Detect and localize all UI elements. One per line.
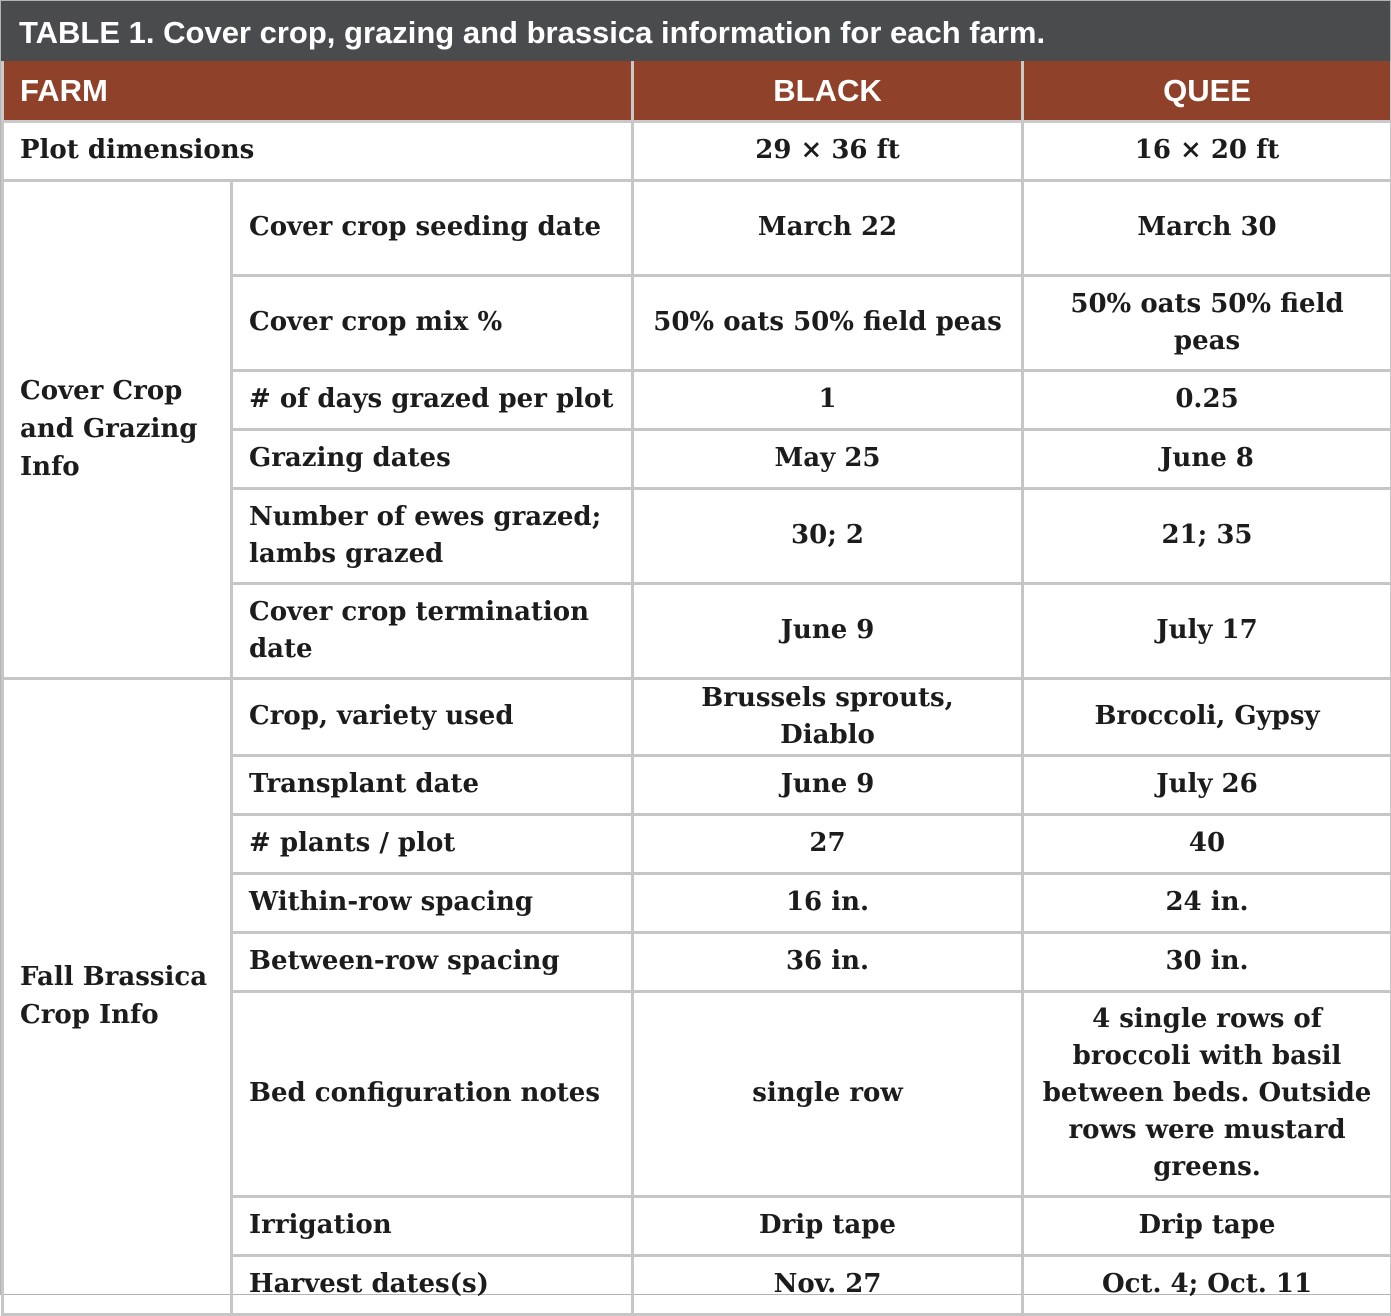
cell-quee: July 26 bbox=[1023, 755, 1391, 814]
cell-black: 50% oats 50% field peas bbox=[633, 275, 1023, 370]
cell-quee: June 8 bbox=[1023, 429, 1391, 488]
row-label: Between-row spacing bbox=[232, 932, 633, 991]
row-label: Crop, variety used bbox=[232, 678, 633, 755]
cell-quee: Broccoli, Gypsy bbox=[1023, 678, 1391, 755]
cell-quee: Oct. 4; Oct. 11 bbox=[1023, 1255, 1391, 1314]
caption-text: Cover crop, grazing and brassica information for each farm. bbox=[163, 15, 1045, 50]
cell-black: 27 bbox=[633, 814, 1023, 873]
cell-quee: 21; 35 bbox=[1023, 488, 1391, 583]
cell-black: 16 in. bbox=[633, 873, 1023, 932]
cell-quee: July 17 bbox=[1023, 583, 1391, 678]
cell-black: March 22 bbox=[633, 180, 1023, 275]
cell-black: 29 × 36 ft bbox=[633, 121, 1023, 180]
group-label-cover-crop: Cover Crop and Grazing Info bbox=[3, 180, 232, 678]
table-row bbox=[3, 678, 1391, 755]
cell-quee: 16 × 20 ft bbox=[1023, 121, 1391, 180]
cell-black: 36 in. bbox=[633, 932, 1023, 991]
row-label: # plants / plot bbox=[232, 814, 633, 873]
row-label: Transplant date bbox=[232, 755, 633, 814]
table-row bbox=[3, 121, 1391, 180]
cell-quee: March 30 bbox=[1023, 180, 1391, 275]
cell-black: 30; 2 bbox=[633, 488, 1023, 583]
cell-quee: 50% oats 50% field peas bbox=[1023, 275, 1391, 370]
header-quee: QUEE bbox=[1023, 61, 1391, 121]
row-label: Number of ewes grazed; lambs grazed bbox=[232, 488, 633, 583]
cell-quee: 24 in. bbox=[1023, 873, 1391, 932]
table-row bbox=[3, 180, 1391, 275]
row-label: Plot dimensions bbox=[3, 121, 633, 180]
cell-black: June 9 bbox=[633, 755, 1023, 814]
cell-black: Nov. 27 bbox=[633, 1255, 1023, 1314]
cell-quee: 4 single rows of broccoli with basil between beds. Outside rows were mustard greens. bbox=[1023, 991, 1391, 1196]
row-label: Cover crop seeding date bbox=[232, 180, 633, 275]
row-label: Grazing dates bbox=[232, 429, 633, 488]
row-label: Bed configuration notes bbox=[232, 991, 633, 1196]
header-black: BLACK bbox=[633, 61, 1023, 121]
cell-black: May 25 bbox=[633, 429, 1023, 488]
row-label: Harvest dates(s) bbox=[232, 1255, 633, 1314]
cell-quee: 40 bbox=[1023, 814, 1391, 873]
row-label: Irrigation bbox=[232, 1196, 633, 1255]
cell-quee: 30 in. bbox=[1023, 932, 1391, 991]
row-label: Within-row spacing bbox=[232, 873, 633, 932]
caption-label: TABLE 1. bbox=[19, 15, 155, 50]
cell-black: 1 bbox=[633, 370, 1023, 429]
farm-info-table bbox=[1, 61, 1391, 1316]
row-label: Cover crop mix % bbox=[232, 275, 633, 370]
table-caption bbox=[1, 1, 1390, 61]
header-farm: FARM bbox=[3, 61, 633, 121]
cell-quee: 0.25 bbox=[1023, 370, 1391, 429]
group-label-fall-brassica: Fall Brassica Crop Info bbox=[3, 678, 232, 1314]
cell-black: single row bbox=[633, 991, 1023, 1196]
cell-black: Drip tape bbox=[633, 1196, 1023, 1255]
row-label: Cover crop termination date bbox=[232, 583, 633, 678]
cell-black: June 9 bbox=[633, 583, 1023, 678]
row-label: # of days grazed per plot bbox=[232, 370, 633, 429]
cell-quee: Drip tape bbox=[1023, 1196, 1391, 1255]
cell-black: Brussels sprouts, Diablo bbox=[633, 678, 1023, 755]
